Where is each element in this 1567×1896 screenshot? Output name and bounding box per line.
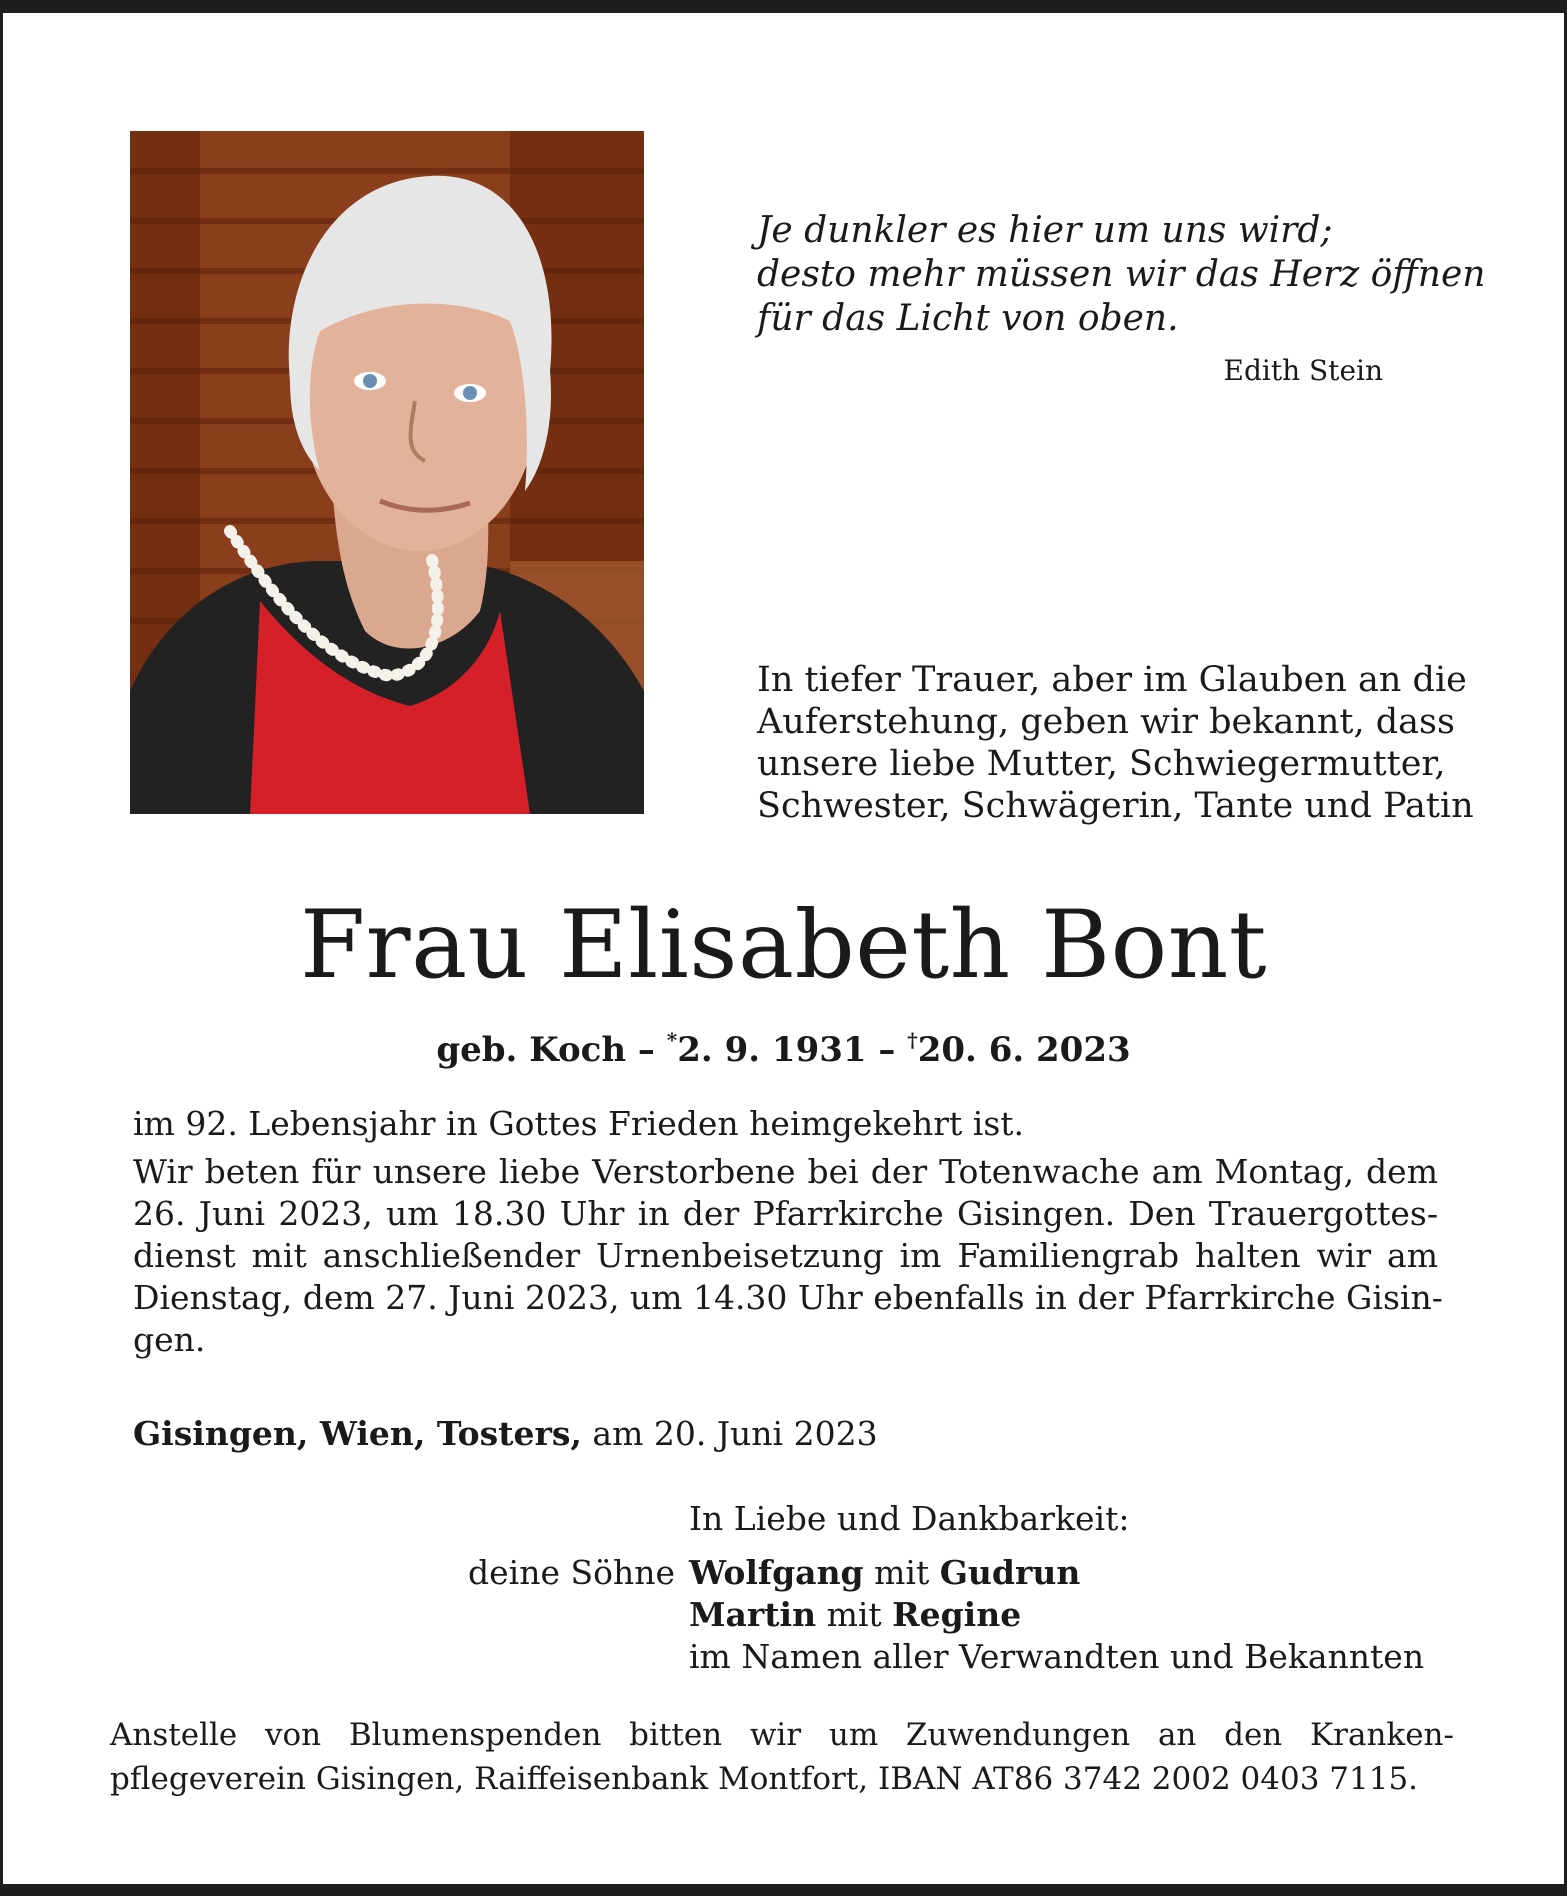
body-line: dienst mit anschließender Urnenbeisetzung im Familiengrab halten wir am <box>133 1236 1438 1275</box>
place-date <box>133 1413 1033 1455</box>
intro-line: Schwester, Schwägerin, Tante und Patin <box>757 786 1474 826</box>
portrait-illustration <box>130 131 644 814</box>
donation-note <box>110 1713 1454 1801</box>
birth-date: 2. 9. 1931 – <box>677 1030 896 1070</box>
body-line: Wir beten für unsere liebe Verstorbene bei der Totenwache am Montag, dem <box>133 1152 1438 1191</box>
death-date: 20. 6. 2023 <box>917 1030 1131 1070</box>
announcement-date: am 20. Juni 2023 <box>581 1414 878 1453</box>
birth-name: geb. Koch – <box>436 1030 655 1070</box>
son-name: Martin <box>689 1595 817 1634</box>
intro-line: Auferstehung, geben wir bekannt, dass <box>757 702 1455 742</box>
deceased-name: Frau Elisabeth Bont <box>299 891 1268 1000</box>
portrait-photo <box>130 131 644 814</box>
relatives-line: im Namen aller Verwandten und Bekannten <box>689 1637 1425 1676</box>
intro-line: In tiefer Trauer, aber im Glauben an die <box>757 660 1467 700</box>
body-line: Dienstag, dem 27. Juni 2023, um 14.30 Uhr ebenfalls in der Pfarrkirche Gisin- <box>133 1278 1443 1317</box>
quote-line: für das Licht von oben. <box>757 298 1179 339</box>
quote-line: Je dunkler es hier um uns wird; <box>757 210 1333 251</box>
died-symbol: † <box>907 1028 918 1052</box>
with-word: mit <box>816 1595 893 1634</box>
body-line: im 92. Lebensjahr in Gottes Frieden heimgekehrt ist. <box>133 1104 1024 1143</box>
life-dates <box>3 1019 1564 1071</box>
partner-name: Regine <box>892 1595 1022 1634</box>
intro-paragraph <box>757 659 1474 827</box>
quote <box>757 209 1486 341</box>
footer-line: Anstelle von Blumenspenden bitten wir um Zuwendungen an den Kranken- <box>110 1717 1454 1753</box>
with-word: mit <box>863 1553 940 1592</box>
intro-line: unsere liebe Mutter, Schwiegermutter, <box>757 744 1446 784</box>
places: Gisingen, Wien, Tosters, <box>133 1414 582 1453</box>
announcement-body <box>133 1103 1443 1361</box>
footer-line: pflegeverein Gisingen, Raiffeisenbank Montfort, IBAN AT86 3742 2002 0403 7115. <box>110 1761 1419 1797</box>
signature-line <box>689 1552 1424 1594</box>
body-line: gen. <box>133 1320 206 1359</box>
quote-line: desto mehr müssen wir das Herz öffnen <box>757 254 1486 295</box>
signature-intro: In Liebe und Dankbarkeit: <box>689 1499 1130 1538</box>
signature-names <box>689 1552 1424 1678</box>
sons-label: deine Söhne <box>468 1553 675 1592</box>
son-name: Wolfgang <box>689 1553 864 1592</box>
partner-name: Gudrun <box>939 1553 1081 1592</box>
body-line: 26. Juni 2023, um 18.30 Uhr in der Pfarrkirche Gisingen. Den Trauergottes- <box>133 1194 1438 1233</box>
signature-line <box>689 1594 1424 1636</box>
born-symbol: * <box>666 1028 678 1052</box>
quote-author: Edith Stein <box>1223 354 1383 387</box>
